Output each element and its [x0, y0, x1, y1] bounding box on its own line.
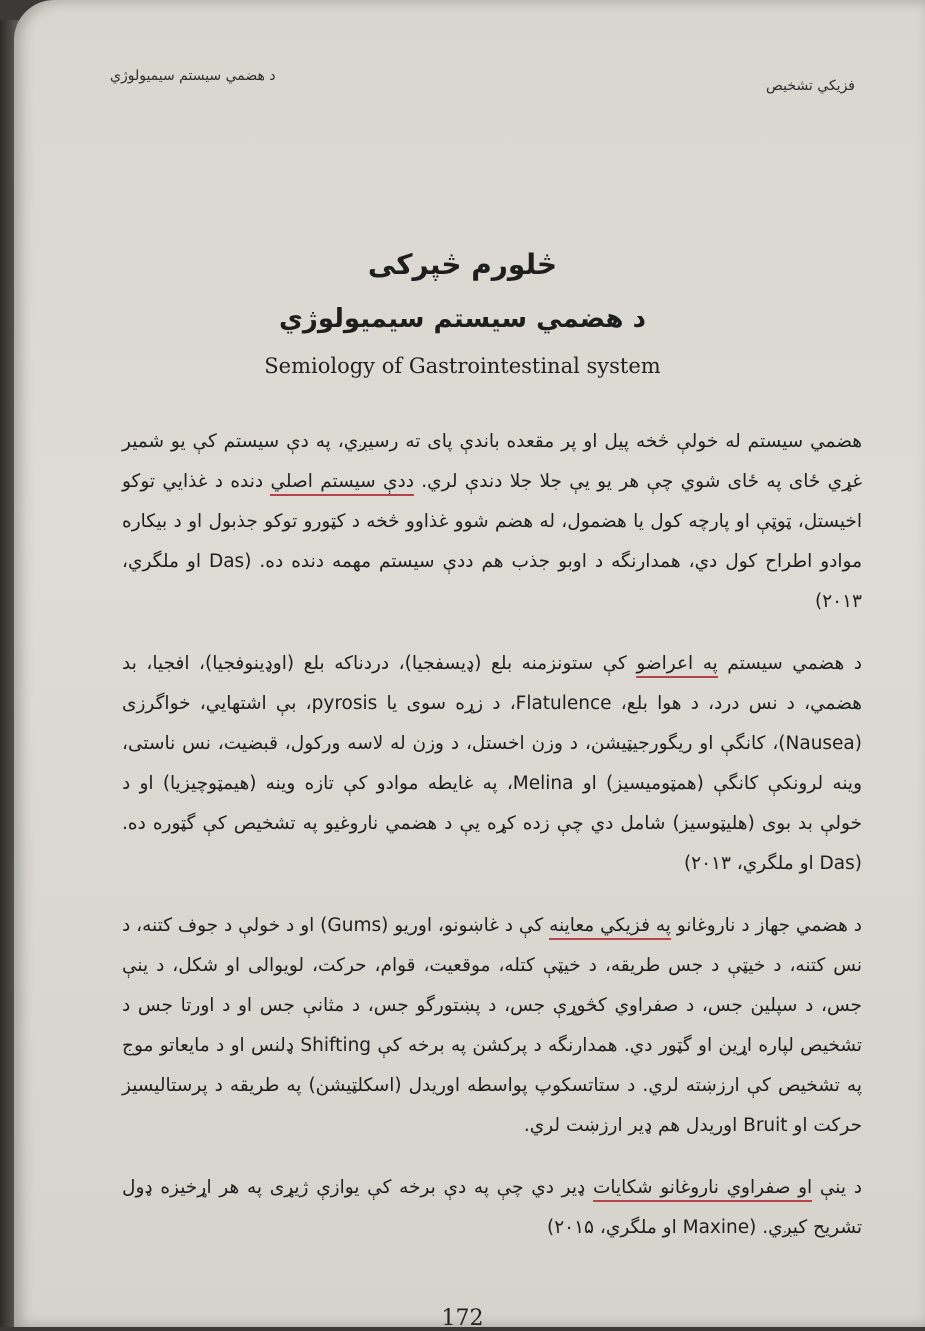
paragraph-1 [122, 422, 862, 622]
page-number: 172 [441, 1306, 484, 1331]
paragraph-3-underline: په فزيکي معاينه [549, 915, 671, 940]
paragraph-4-text-a: د ينې [812, 1177, 862, 1198]
paragraph-3-text-b: کې د غاښونو، اوريو (Gums) او د خولې د جوف کتنه، د نس کتنه، د خيټې د جس طريقه، د خيټې کتله، موقعيت، قوام، حرکت، لويوالی او شکل، د ينې جس، د سپلين جس، د صفراوي کڅوړې جس، د پښتورگو جس، د مثانې جس او د اورتا جس د تشخيص لپاره اړين او گټور دي. همدارنگه د پرکشن په برخه کې Shifting ډلنس او د مايعاتو موج په تشخيص کې ارزښته لري. د ستاتسکوپ پواسطه اوريدل (اسکلټيشن) په طريقه د پرستاليسيز حرکت او Bruit اوريدل هم ډير ارزښت لري. [122, 915, 862, 1136]
chapter-english-title: Semiology of Gastrointestinal system [264, 354, 661, 378]
chapter-title: څلورم څپرکی [367, 248, 558, 281]
paragraph-1-text-b: دنده د غذايي توکو اخيستل، ټوټې او پارچه کول يا هضمول، له هضم شوو غذاوو څخه د کټورو توکو جذبول او د بيکاره موادو اطراح کول دي، همدارنگه د اوبو جذب هم ددې سيستم مهمه دنده ده. (Das او ملگري، ۲۰۱۳) [122, 471, 862, 612]
paragraph-2 [122, 644, 862, 884]
paragraph-4 [122, 1168, 862, 1248]
running-header-left: د هضمي سيستم سيميولوژي [110, 68, 276, 84]
chapter-subtitle: د هضمي سيستم سيميولوژي [279, 304, 646, 334]
paragraph-2-text-b: کې ستونزمنه بلع (ډيسفجيا)، دردناکه بلع (اوډينوفجيا)، افجيا، بد هضمي، د نس درد، د هوا بلع، Flatulence، د زړه سوی يا pyrosis، بې اشتهايي، خواگرزی (Nausea)، کانگې او ريگورجيټيشن، د وزن اخستل، د وزن له لاسه ورکول، قبضيت، نس ناستی، وينه لرونکې کانگې (همټوميسيز) او Melina، په غايطه موادو کې تازه وينه (هيمټوچيزيا) او د خولې بد بوی (هليټوسيز) شامل دي چې زده کړه يې د هضمي ناروغيو په تشخيص کې گټوره ده. (Das او ملگري، ۲۰۱۳) [122, 653, 863, 874]
paragraph-1-text-a: هضمي سيستم له خولې څخه پيل او پر مقعده باندې پای ته رسيږي، په دې سيستم کې يو شمير غړي ځای په ځای شوي چې هر يو يې جلا جلا دندې لري. [122, 431, 863, 492]
paragraph-3 [122, 906, 862, 1146]
running-header-right: فزيکي تشخيص [766, 78, 855, 94]
paragraph-3-text-a: د هضمي جهاز د ناروغانو [670, 915, 862, 936]
body-text [122, 422, 862, 1270]
paragraph-2-underline: په اعراضو [636, 653, 717, 678]
paragraph-2-text-a: د هضمي سيستم [717, 653, 862, 674]
paragraph-4-underline: او صفراوي ناروغانو شکايات [593, 1177, 812, 1202]
paragraph-1-underline: ددې سيستم اصلي [270, 471, 413, 496]
paragraph-4-text-b: ډير دي چې په دې برخه کې يوازې ژيړی په هر اړخيزه ډول تشريح کيږي. (Maxine او ملگري، ۲۰۱۵) [122, 1177, 862, 1238]
